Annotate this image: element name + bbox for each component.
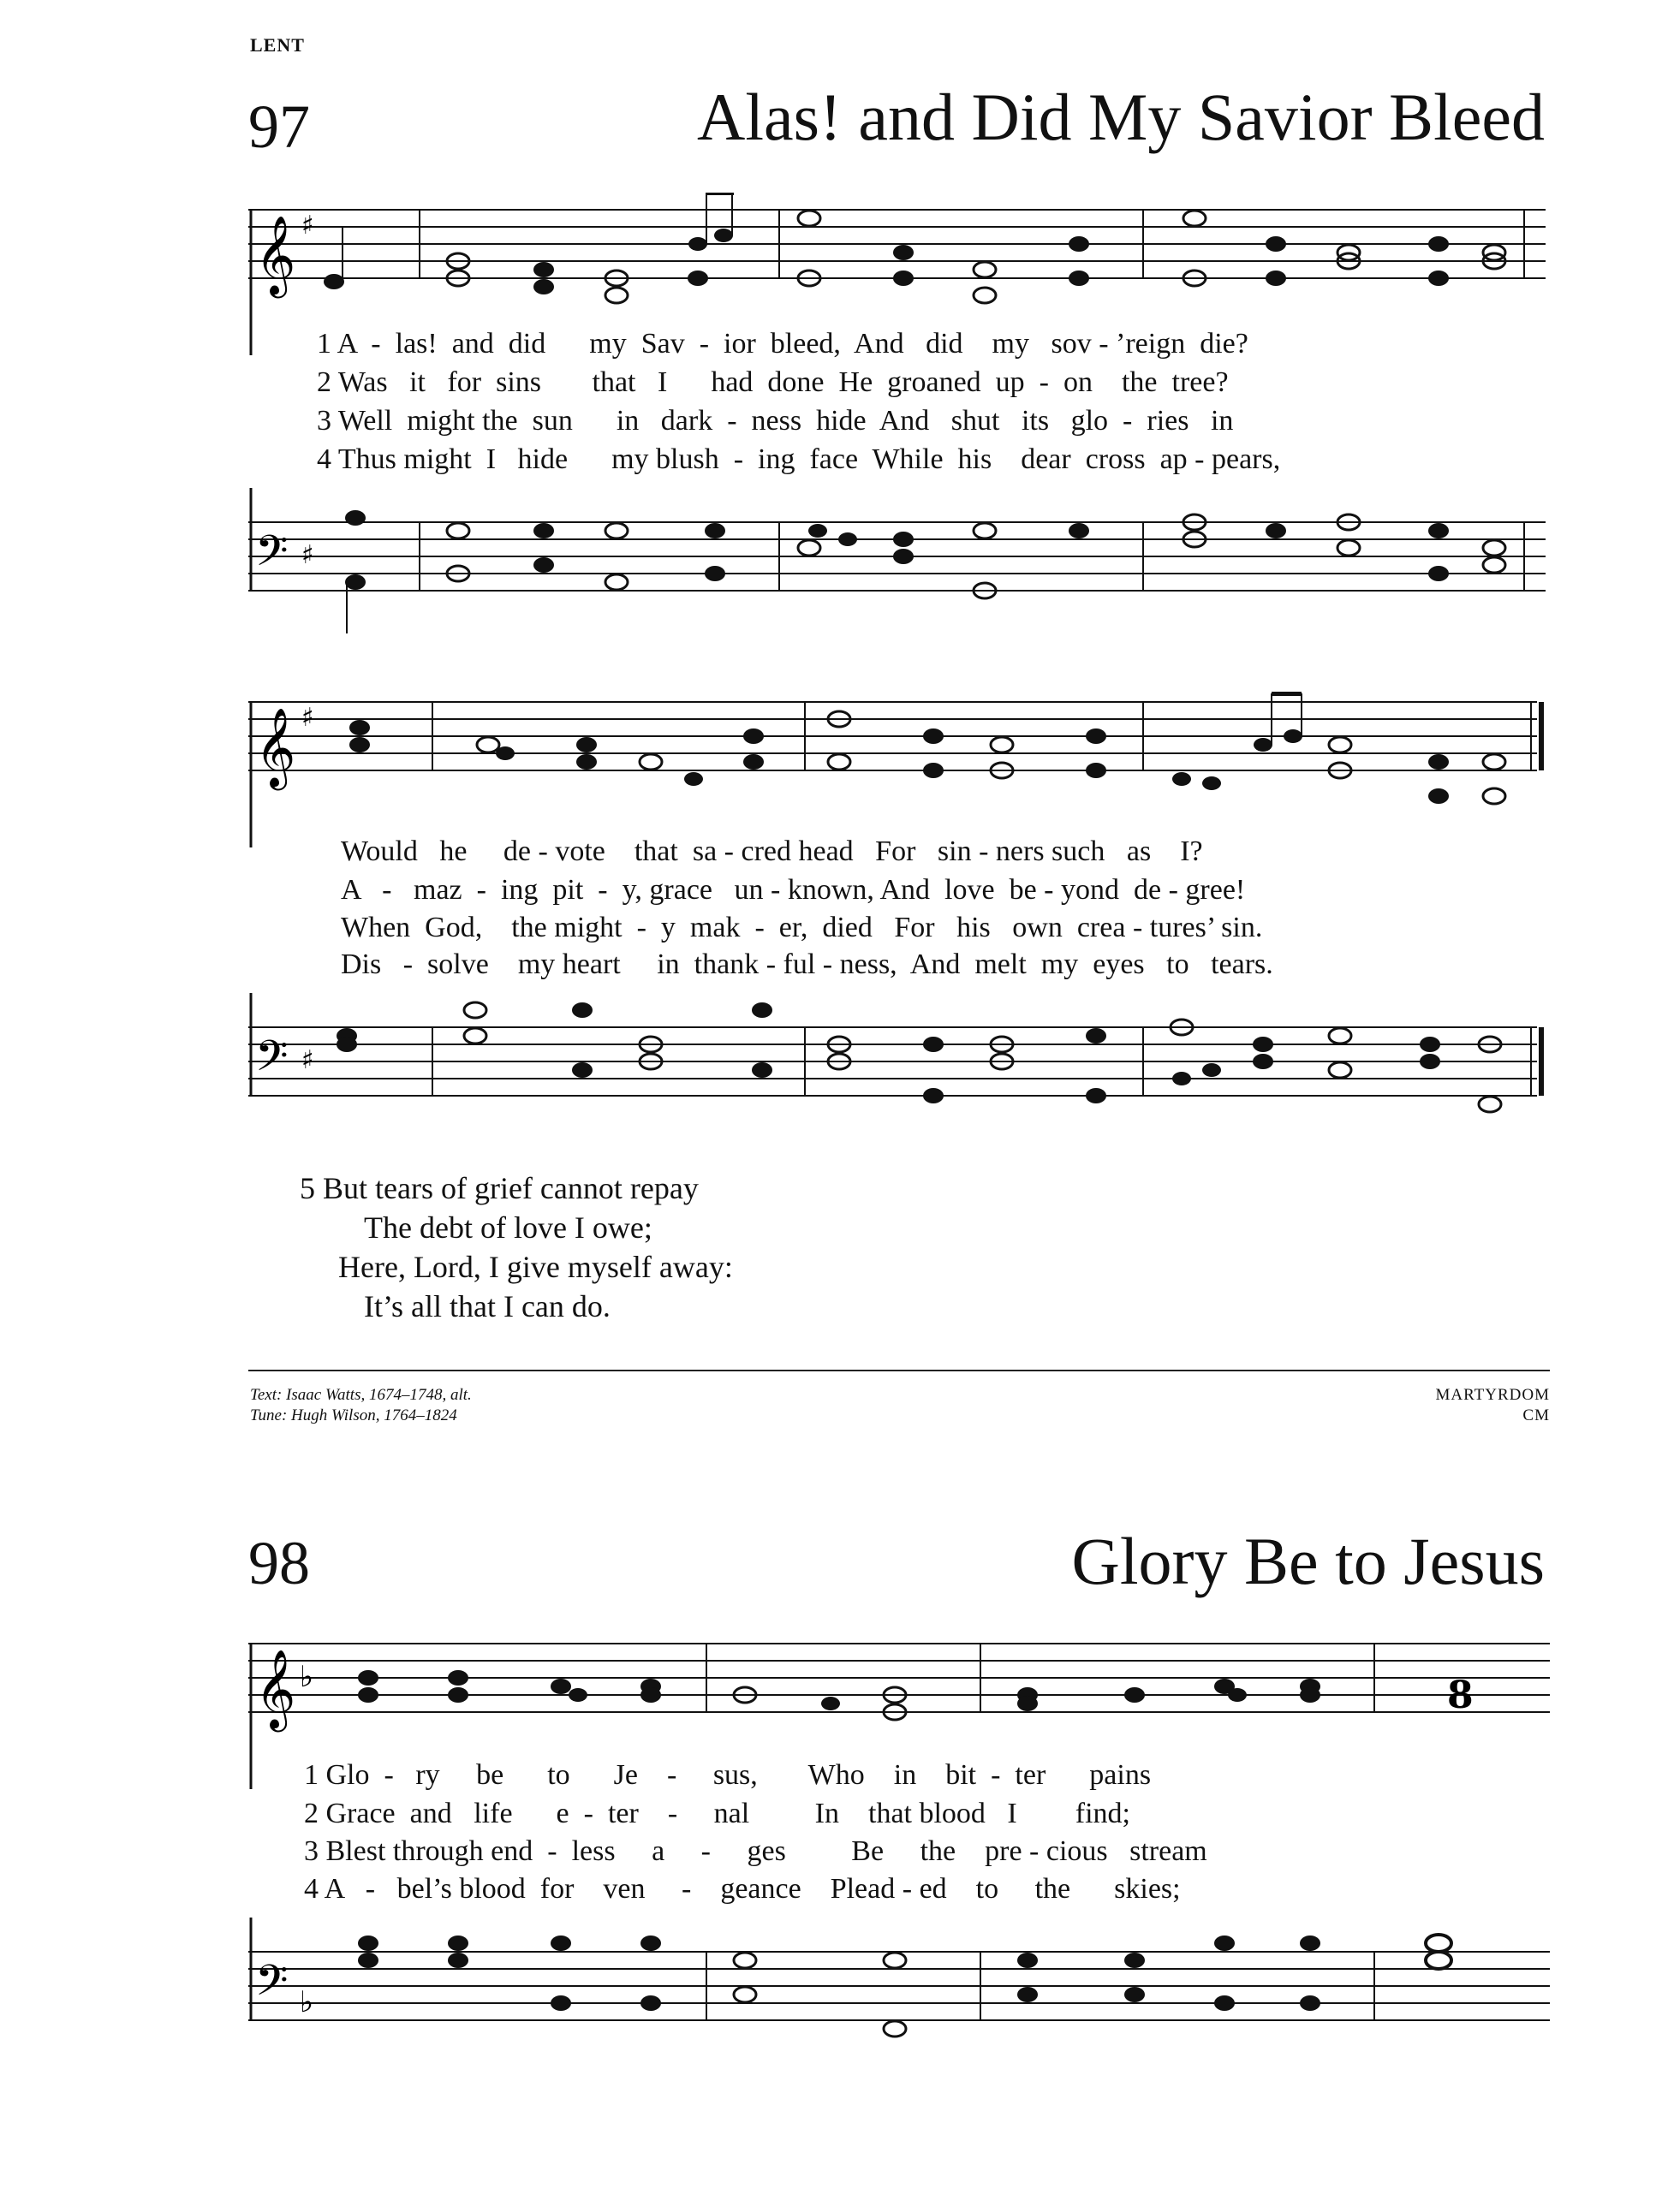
hymn-98-title: Glory Be to Jesus [1071,1524,1545,1598]
svg-text:𝄞: 𝄞 [255,1649,296,1728]
section-label: LENT [250,34,305,56]
hymn-97-verse-1-line-2: Would he de - vote that sa - cred head For sin - ners such as I? [341,835,1203,867]
stanza-5-line-4: It’s all that I can do. [364,1289,611,1323]
svg-text:♯: ♯ [301,211,314,241]
hymn-98-verse-1-line-1: 1 Glo - ry be to Je - sus, Who in bit - ter pains [304,1759,1152,1791]
credits-divider [248,1370,1550,1371]
hymn-97-verse-4-line-2: Dis - solve my heart in thank - ful - ness, And melt my eyes to tears. [341,948,1273,980]
hymn-98-verse-3-line-1: 3 Blest through end - less a - ges Be the pre - cious stream [304,1835,1207,1867]
hymn-97-verse-4-line-1: 4 Thus might I hide my blush - ing face While his dear cross ap - pears, [317,443,1281,475]
hymn-97-verse-2-line-2: A - maz - ing pit - y, grace un - known, And love be - yond de - gree! [341,874,1246,906]
stanza-5-line-1: 5 But tears of grief cannot repay [300,1171,699,1205]
hymn-97-bass-staff-2 [248,993,1550,1139]
svg-text:♭: ♭ [300,1660,314,1694]
svg-text:𝄞: 𝄞 [255,215,296,294]
hymn-98-verse-2-line-1: 2 Grace and life e - ter - nal In that blood I find; [304,1798,1130,1829]
svg-text:♭: ♭ [300,1985,314,2019]
hymn-97-credits [250,1385,472,1426]
hymn-97-number: 97 [248,92,310,161]
hymn-97-treble-staff-2 [248,685,1550,847]
svg-text:♯: ♯ [301,703,314,733]
svg-text:𝄢: 𝄢 [255,526,289,586]
hymn-98-number: 98 [248,1529,310,1597]
svg-text:♯: ♯ [301,1045,314,1075]
svg-text:♯: ♯ [301,540,314,570]
hymn-97-verse-3-line-2: When God, the might - y mak - er, died For his own crea - tures’ sin. [341,912,1263,943]
hymn-97-bass-staff-1 [248,488,1550,633]
hymn-97-verse-2-line-1: 2 Was it for sins that I had done He groaned up - on the tree? [317,366,1229,398]
tune-name: MARTYRDOM [1435,1386,1550,1404]
hymn-98-bass-staff-1 [248,1918,1550,2054]
hymn-97-verse-3-line-1: 3 Well might the sun in dark - ness hide And shut its glo - ries in [317,405,1234,437]
svg-text:𝄢: 𝄢 [255,1032,289,1091]
text-credit: Text: Isaac Watts, 1674–1748, alt. [250,1386,472,1404]
hymn-97-verse-1-line-1: 1 A - las! and did my Sav - ior bleed, And did my sov - ’reign die? [317,328,1248,360]
svg-text:8: 8 [1447,1674,1474,1717]
meter: CM [1522,1406,1550,1424]
hymn-97-title: Alas! and Did My Savior Bleed [696,80,1545,154]
stanza-5-line-2: The debt of love I owe; [364,1210,652,1245]
stanza-5-line-3: Here, Lord, I give myself away: [338,1250,733,1284]
tune-credit: Tune: Hugh Wilson, 1764–1824 [250,1406,457,1424]
hymn-97-stanza-5 [300,1168,733,1326]
svg-text:𝄞: 𝄞 [255,707,296,787]
svg-text:𝄢: 𝄢 [255,1956,289,2016]
hymn-97-tune-info [1436,1385,1550,1426]
hymn-98-verse-4-line-1: 4 A - bel’s blood for ven - geance Plead - ed to the skies; [304,1873,1181,1905]
